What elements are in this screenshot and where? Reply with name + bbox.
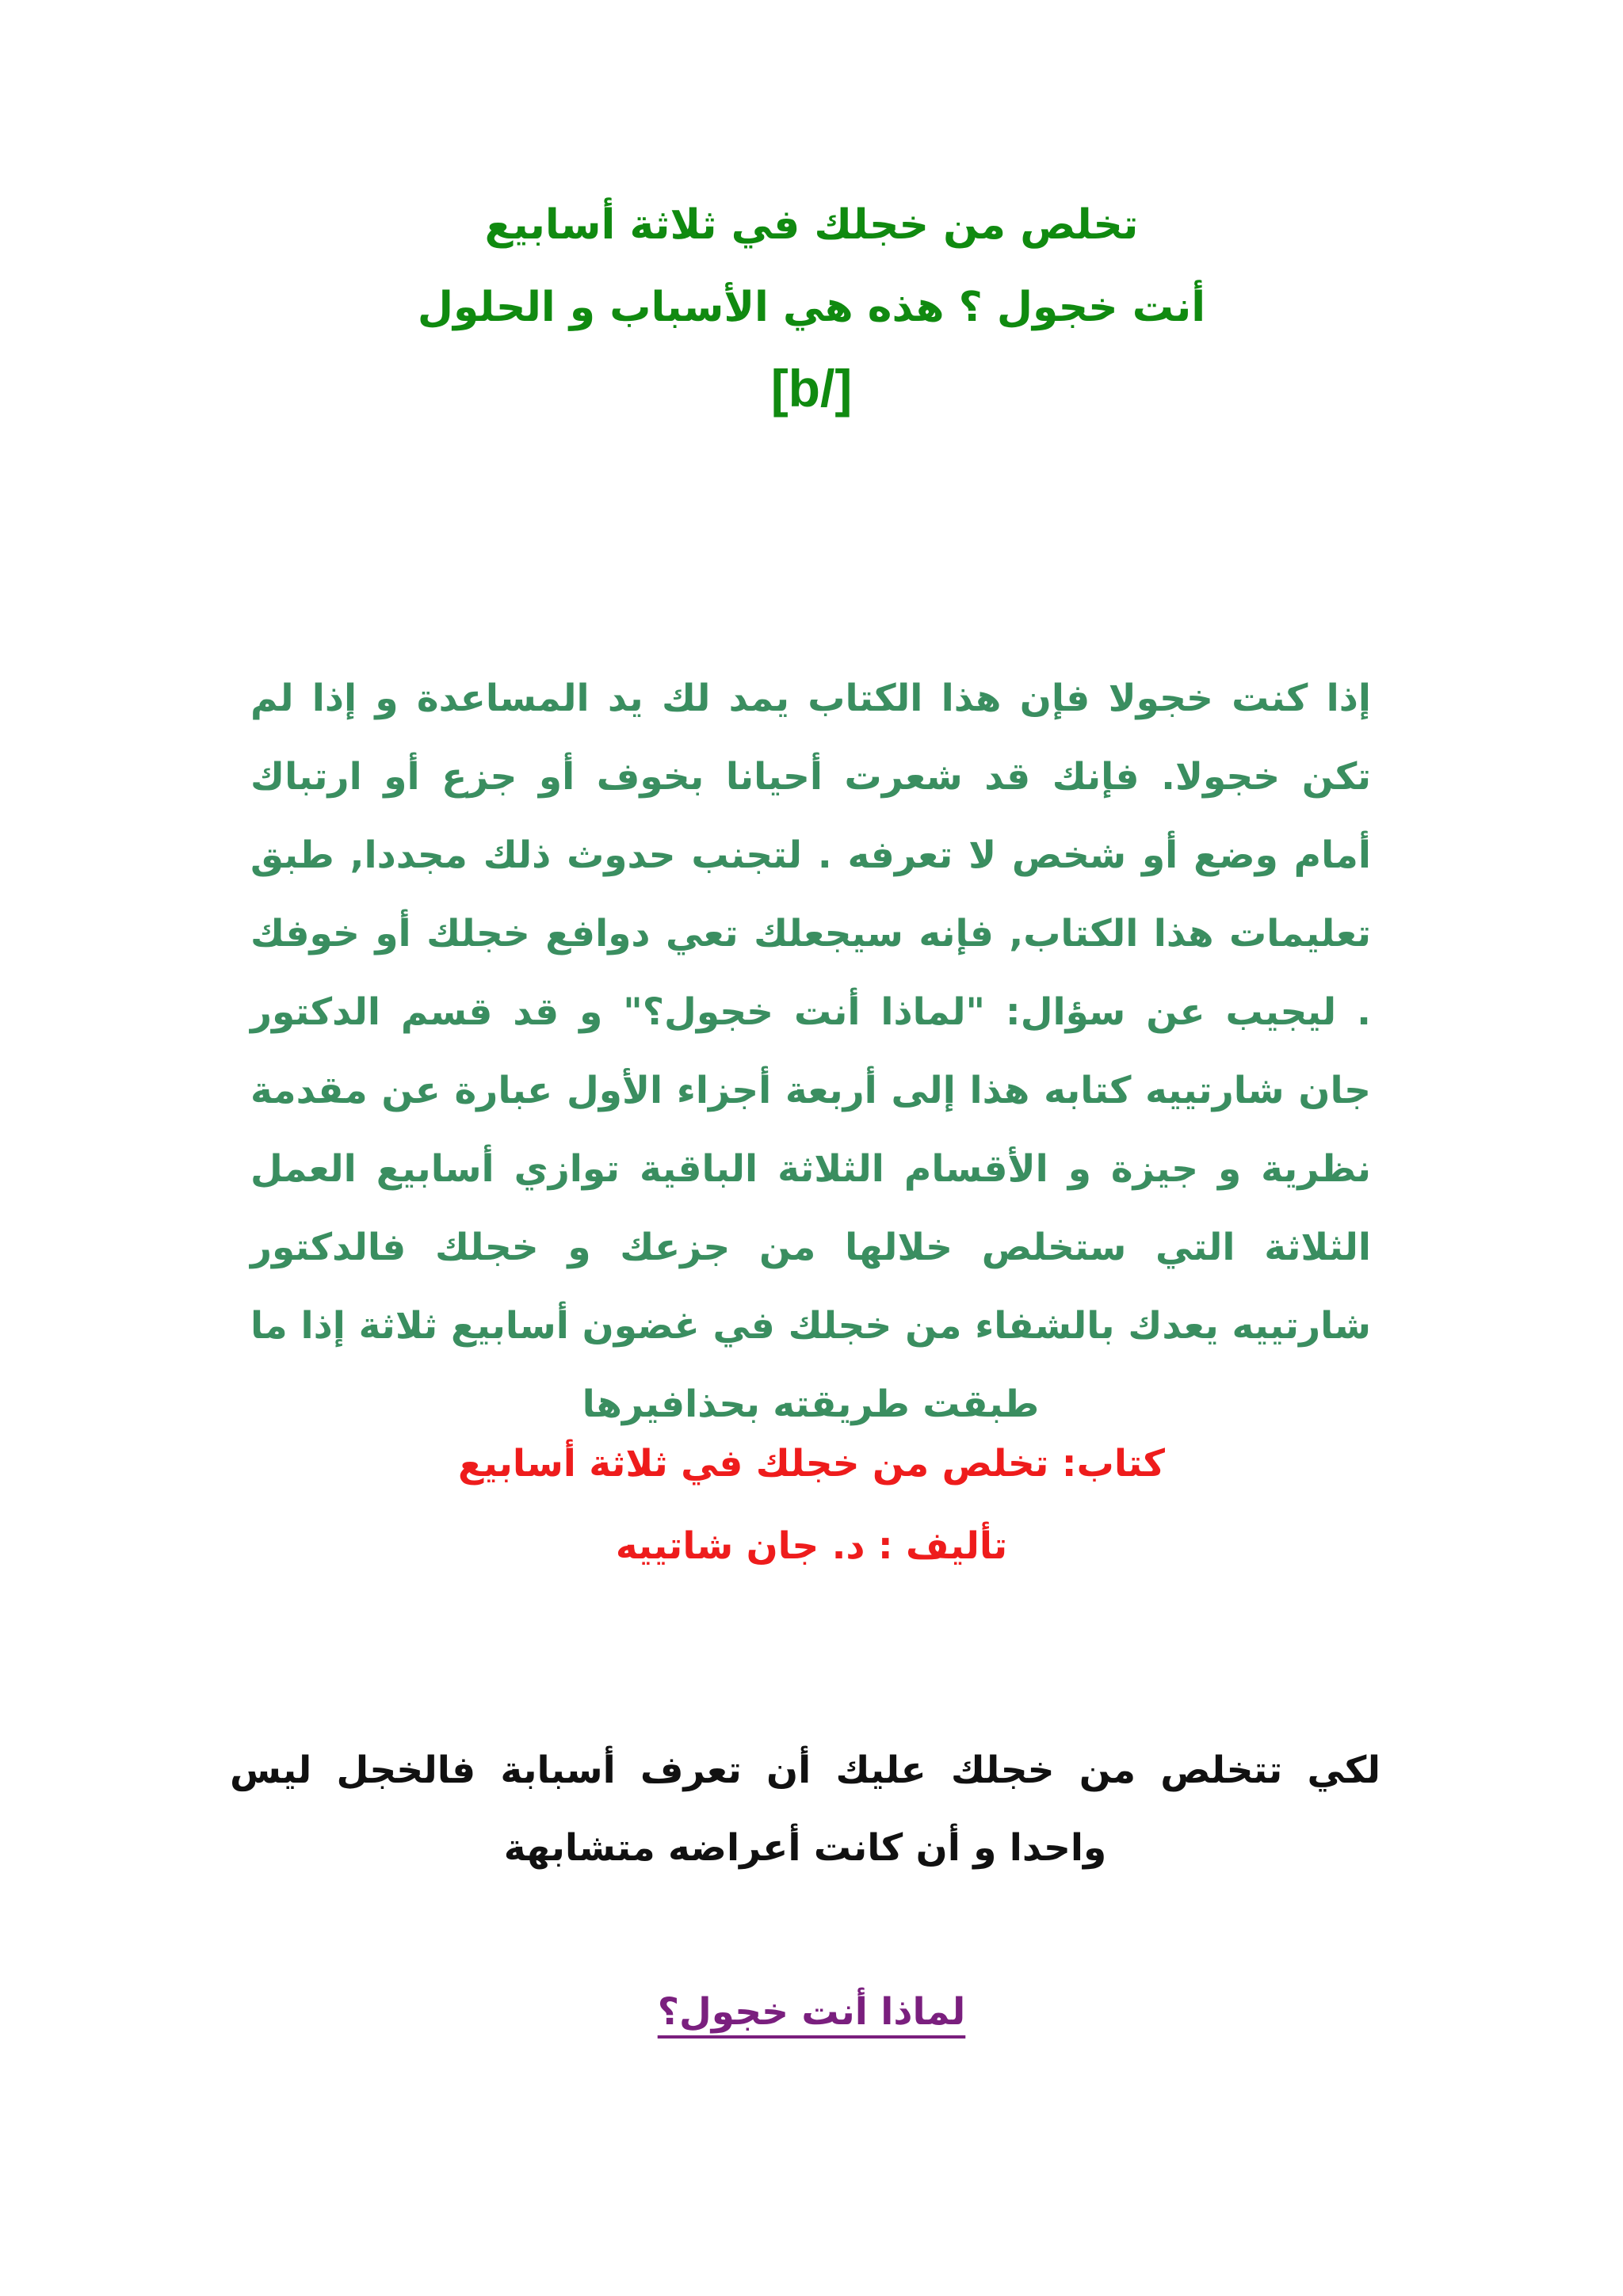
page-title: تخلص من خجلك في ثلاثة أسابيع <box>484 201 1139 249</box>
book-author-line: تأليف : د. جان شاتييه <box>615 1524 1008 1568</box>
book-info <box>0 1423 1623 1588</box>
why-heading <box>0 1981 1623 2044</box>
why-heading-link[interactable]: لماذا أنت خجول؟ <box>657 1990 966 2034</box>
title-block <box>0 184 1623 425</box>
page-subtitle: أنت خجول ؟ هذه هي الأسباب و الحلول <box>417 284 1206 331</box>
book-title-line: كتاب: تخلص من خجلك في ثلاثة أسابيع <box>457 1442 1165 1486</box>
causes-paragraph: لكي تتخلص من خجلك عليك أن تعرف أسبابة فالخجل ليس واحدا و أن كانت أعراضه متشابهة <box>230 1749 1381 1870</box>
markup-tag-text: [b/] <box>770 359 853 418</box>
intro-paragraph: إذا كنت خجولا فإن هذا الكتاب يمد لك يد المساعدة و إذا لم تكن خجولا. فإنك قد شعرت أحيانا بخوف أو جزع أو ارتباك أمام وضع أو شخص لا تعرفه . لتجنب حدوث ذلك مجددا, طبق تعليمات هذا الكتاب, فإنه سيجعلك تعي دوافع خجلك أو خوفك . ليجيب عن سؤال: "لماذا أنت خجول؟" و قد قسم الدكتور جان شارتييه كتابه هذا إلى أربعة أجزاء الأول عبارة عن مقدمة نظرية و جيزة و الأقسام الثلاثة الباقية توازي أسابيع العمل الثلاثة التي ستخلص خلالها من جزعك و خجلك فالدكتور شارتييه يعدك بالشفاء من خجلك في غضون أسابيع ثلاثة إذا ما طبقت طريقته بحذافيرها <box>250 677 1371 1426</box>
